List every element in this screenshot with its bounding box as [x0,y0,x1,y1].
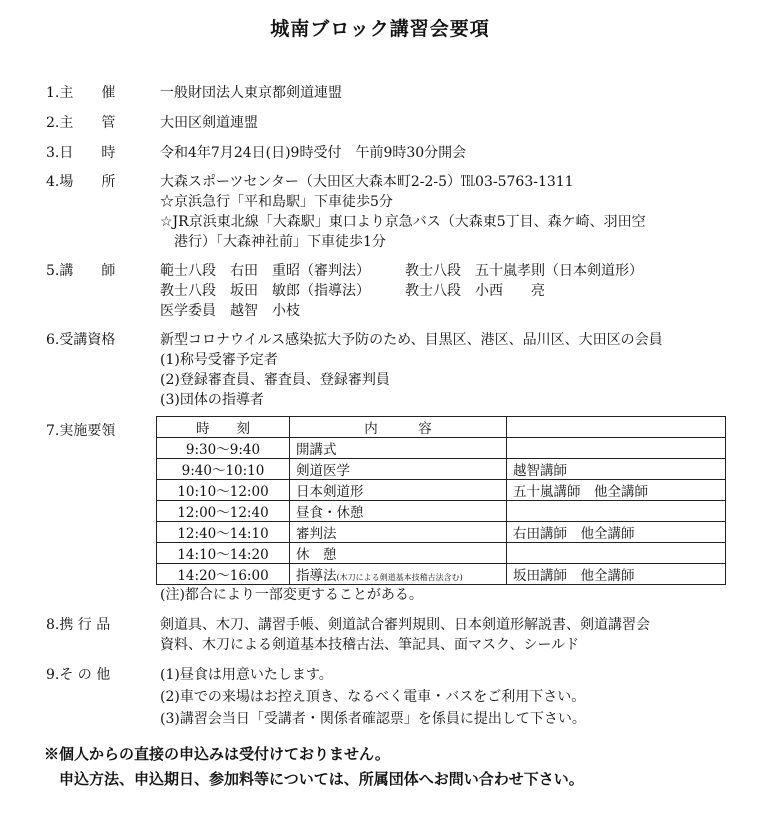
schedule-content: 休 憩 [290,543,507,564]
venue-access-jr-cont: 港行）「大森神社前」下車徒歩1分 [160,234,386,250]
schedule-time: 9:30～9:40 [157,438,290,459]
venue-address: 大森スポーツセンター（大田区大森本町2-2-5）℡03-5763-1311 [160,174,574,190]
schedule-content-cell [290,564,507,585]
table-row [157,564,726,585]
schedule-header-row [157,417,726,438]
schedule-header-instructor [507,417,726,438]
section-7-label: 7.実施要領 [46,423,116,439]
schedule-table [156,416,726,585]
schedule-time: 12:40～14:10 [157,522,290,543]
section-1-content: 一般財団法人東京都剣道連盟 [160,85,342,101]
table-row [157,459,726,480]
items-line-2: 資料、木刀による剣道基本技稽古法、筆記具、面マスク、シールド [160,637,580,653]
footer-notice-2: 申込方法、申込期日、参加料等については、所属団体へお問い合わせ下さい。 [44,770,584,788]
schedule-time: 10:10～12:00 [157,480,290,501]
schedule-time: 12:00～12:40 [157,501,290,522]
schedule-instructor [507,543,726,564]
schedule-time: 9:40～10:10 [157,459,290,480]
section-2-content: 大田区剣道連盟 [160,115,258,131]
page-title: 城南ブロック講習会要項 [270,18,490,40]
eligibility-item-2: (2)登録審査員、審査員、登録審判員 [160,372,390,388]
schedule-content: 開講式 [290,438,507,459]
other-item-3: (3)講習会当日「受講者・関係者確認票」を係員に提出して下さい。 [160,711,586,727]
section-6-label: 6.受講資格 [46,332,116,348]
schedule-time: 14:20～16:00 [157,564,290,585]
schedule-content: 剣道医学 [290,459,507,480]
schedule-instructor [507,501,726,522]
schedule-note: (注)都合により一部変更することがある。 [160,587,423,603]
instructors-line-2: 教士八段 坂田 敏郎（指導法） 教士八段 小西 亮 [160,283,545,299]
other-item-1: (1)昼食は用意いたします。 [160,667,333,683]
schedule-content: 日本剣道形 [290,480,507,501]
schedule-time: 14:10～14:20 [157,543,290,564]
table-row [157,480,726,501]
section-1-label: 1.主 催 [46,85,116,101]
items-line-1: 剣道具、木刀、講習手帳、剣道試合審判規則、日本剣道形解説書、剣道講習会 [160,617,650,633]
table-row [157,543,726,564]
section-8-label: 8.携 行 品 [46,617,111,633]
schedule-content: 昼食・休憩 [290,501,507,522]
venue-access-jr: ☆JR京浜東北線「大森駅」東口より京急バス（大森東5丁目、森ケ崎、羽田空 [160,214,646,230]
table-row [157,501,726,522]
schedule-instructor: 越智講師 [507,459,726,480]
instructors-line-3: 医学委員 越智 小枝 [160,303,300,319]
table-row [157,522,726,543]
table-row [157,438,726,459]
section-3-label: 3.日 時 [46,145,116,161]
schedule-header-time: 時 刻 [157,417,290,438]
schedule-instructor: 右田講師 他全講師 [507,522,726,543]
schedule-content-sub: (木刀による剣道基本技稽古法含む) [336,573,463,582]
schedule-header-content: 内 容 [290,417,507,438]
section-4-label: 4.場 所 [46,174,116,190]
section-2-label: 2.主 管 [46,115,116,131]
schedule-content: 指導法 [296,568,337,584]
section-9-label: 9.そ の 他 [46,667,111,683]
section-3-content: 令和4年7月24日(日)9時受付 午前9時30分開会 [160,145,467,161]
section-5-label: 5.講 師 [46,263,116,279]
schedule-instructor: 坂田講師 他全講師 [507,564,726,585]
footer-notice-1: ※個人からの直接の申込みは受付けておりません。 [44,745,390,763]
eligibility-item-3: (3)団体の指導者 [160,392,264,408]
schedule-instructor: 五十嵐講師 他全講師 [507,480,726,501]
schedule-instructor [507,438,726,459]
eligibility-intro: 新型コロナウイルス感染拡大予防のため、目黒区、港区、品川区、大田区の会員 [160,332,663,348]
eligibility-item-1: (1)称号受審予定者 [160,352,278,368]
other-item-2: (2)車での来場はお控え頂き、なるべく電車・バスをご利用下さい。 [160,689,586,705]
venue-access-keikyu: ☆京浜急行「平和島駅」下車徒歩5分 [160,194,393,210]
schedule-content: 審判法 [290,522,507,543]
instructors-line-1: 範士八段 右田 重昭（審判法） 教士八段 五十嵐孝則（日本剣道形） [160,263,643,279]
